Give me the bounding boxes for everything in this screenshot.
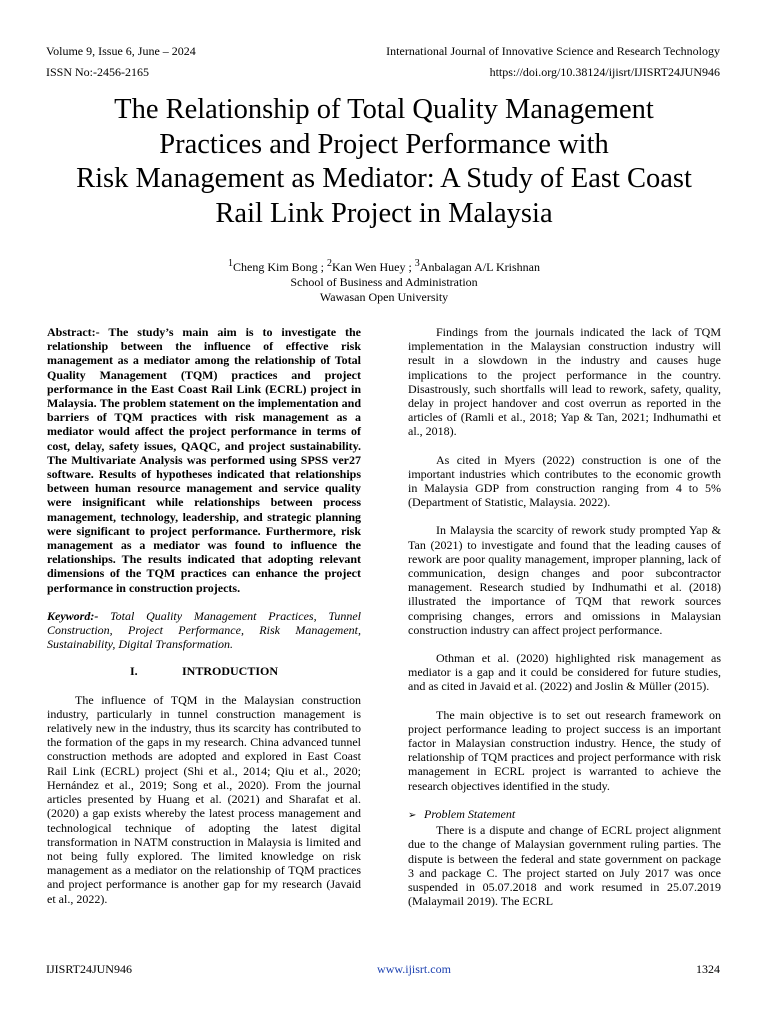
page-footer bbox=[46, 962, 720, 977]
left-column bbox=[47, 325, 361, 906]
arrow-bullet-icon: ➢ bbox=[408, 809, 417, 821]
volume-info: Volume 9, Issue 6, June – 2024 bbox=[46, 44, 196, 58]
paper-title bbox=[40, 93, 728, 231]
running-header-bottom bbox=[46, 65, 720, 80]
keywords-text: Total Quality Management Practices, Tunnel Construction, Project Performance, Risk Management, Sustainability, Digital Transformation. bbox=[47, 608, 361, 652]
doi-link[interactable]: https://doi.org/10.38124/ijisrt/IJISRT24JUN946 bbox=[489, 65, 720, 79]
title-line: Practices and Project Performance with bbox=[159, 128, 609, 160]
author-names: $^1$Cheng Kim Bong ; $^2$Kan Wen Huey ; $^3$Anbalagan A/L Krishnan bbox=[227, 258, 540, 274]
keywords bbox=[47, 609, 361, 652]
body-paragraph: In Malaysia the scarcity of rework study prompted Yap & Tan (2021) to investigate and found that the leading causes of rework are poor quality management, improper planning, lack of communication, design changes and poor subcontractor management. Research studied by Indhumathi et al. (2018) illustrated the importance of TQM that rework sources comprising changes, errors and omissions in Malaysian construction industry can affect project performance. bbox=[408, 523, 721, 637]
paper-code: IJISRT24JUN946 bbox=[46, 962, 132, 976]
section-heading-introduction bbox=[47, 664, 361, 678]
body-paragraph: The main objective is to set out research framework on project performance leading to project success is an important factor in Malaysian construction industry. Hence, the study of relationship of TQM practices and project performance with risk management in ECRL project is warranted to achieve the research objectives identified in the study. bbox=[408, 707, 721, 793]
running-header-top bbox=[46, 44, 720, 59]
author-university: Wawasan Open University bbox=[319, 290, 449, 304]
title-line: Risk Management as Mediator: A Study of East Coast bbox=[76, 163, 692, 194]
author-school: School of Business and Administration bbox=[290, 275, 478, 289]
body-paragraph: As cited in Myers (2022) construction is one of the important industries which contributes to the economic growth in Malaysia GDP from construction ranging from 4 to 5% (Department of Statistic, Malaysia. 2022). bbox=[408, 452, 721, 510]
journal-website-link[interactable]: www.ijisrt.com bbox=[377, 962, 451, 976]
section-title: INTRODUCTION bbox=[181, 664, 278, 679]
intro-paragraph: The influence of TQM in the Malaysian construction industry, particularly in tunnel construction management is relatively new in the industry, thus its scarcity has contributed to the formation of the gaps in my research. China advanced tunnel construction methods are adopted and explored in East Coast Rail Link (ECRL) project (Shi et al., 2014; Qiu et al., 2020; Hernández et al., 2019; Song et al., 2020). From the journal articles presented by Huang et al. (2021) and Sharafat et al. (2020) a gap exists whereby the latest process management and technological technique of adopting the latest digital transformation in NATM construction in Malaysia is limited and not being fully explored. The limited knowledge on risk management as a mediator on the relationship of TQM practices and project performance is another gap for my research (Javaid et al., 2022). bbox=[47, 692, 361, 906]
keywords-label: Keyword:- bbox=[47, 608, 99, 623]
body-paragraph: Findings from the journals indicated the lack of TQM implementation in the Malaysian construction industry will result in a slowdown in the industry and causes huge implications to the project performance in the country. Disastrously, such shortfalls will lead to rework, safety, quality, delay in project handover and cost overrun as reported in the articles of (Ramli et al., 2018; Yap & Tan, 2021; Indhumathi et al., 2018). bbox=[408, 325, 721, 439]
problem-statement-text: There is a dispute and change of ECRL project alignment due to the change of Malaysian government ruling parties. The dispute is between the federal and state government on package 3 and package C. The project started on July 2017 was once suspended in 05.07.2018 and work resumed in 25.07.2019 (Malaymail 2019). The ECRL bbox=[408, 823, 721, 909]
journal-name: International Journal of Innovative Science and Research Technology bbox=[386, 44, 720, 58]
section-number: I. bbox=[129, 664, 138, 679]
right-column bbox=[408, 325, 721, 908]
body-paragraph: Othman et al. (2020) highlighted risk management as mediator is a gap and it could be considered for future studies, and as cited in Javaid et al. (2022) and Joslin & Müller (2015). bbox=[408, 651, 721, 694]
title-line: Rail Link Project in Malaysia bbox=[215, 197, 553, 229]
abstract: Abstract:- The study’s main aim is to investigate the relationship between the influence of effective risk management as a mediator among the relationship of Total Quality Management (TQM) practices and project performance in the East Coast Rail Link (ECRL) project in Malaysia. The problem statement on the implementation and barriers of TQM practices with risk management as a mediator would affect the project performance in terms of cost, delay, safety issues, QAQC, and project sustainability. The Multivariate Analysis was performed using SPSS ver27 software. Results of hypotheses indicated that relationships between human resource management and service quality were insignificant while relationships between process management, technology, leadership, and strategic planning were significant to project performance. Furthermore, risk management as a mediator was found to influence the relationships. The results indicated that adopting relevant dimensions of the TQM practices can enhance the project performance in construction projects. bbox=[47, 325, 361, 595]
author-block bbox=[0, 256, 768, 305]
title-line: The Relationship of Total Quality Management bbox=[114, 94, 654, 125]
page-number: 1324 bbox=[696, 962, 720, 976]
problem-statement-heading: ➢ Problem Statement bbox=[408, 807, 721, 823]
issn: ISSN No:-2456-2165 bbox=[46, 65, 150, 79]
